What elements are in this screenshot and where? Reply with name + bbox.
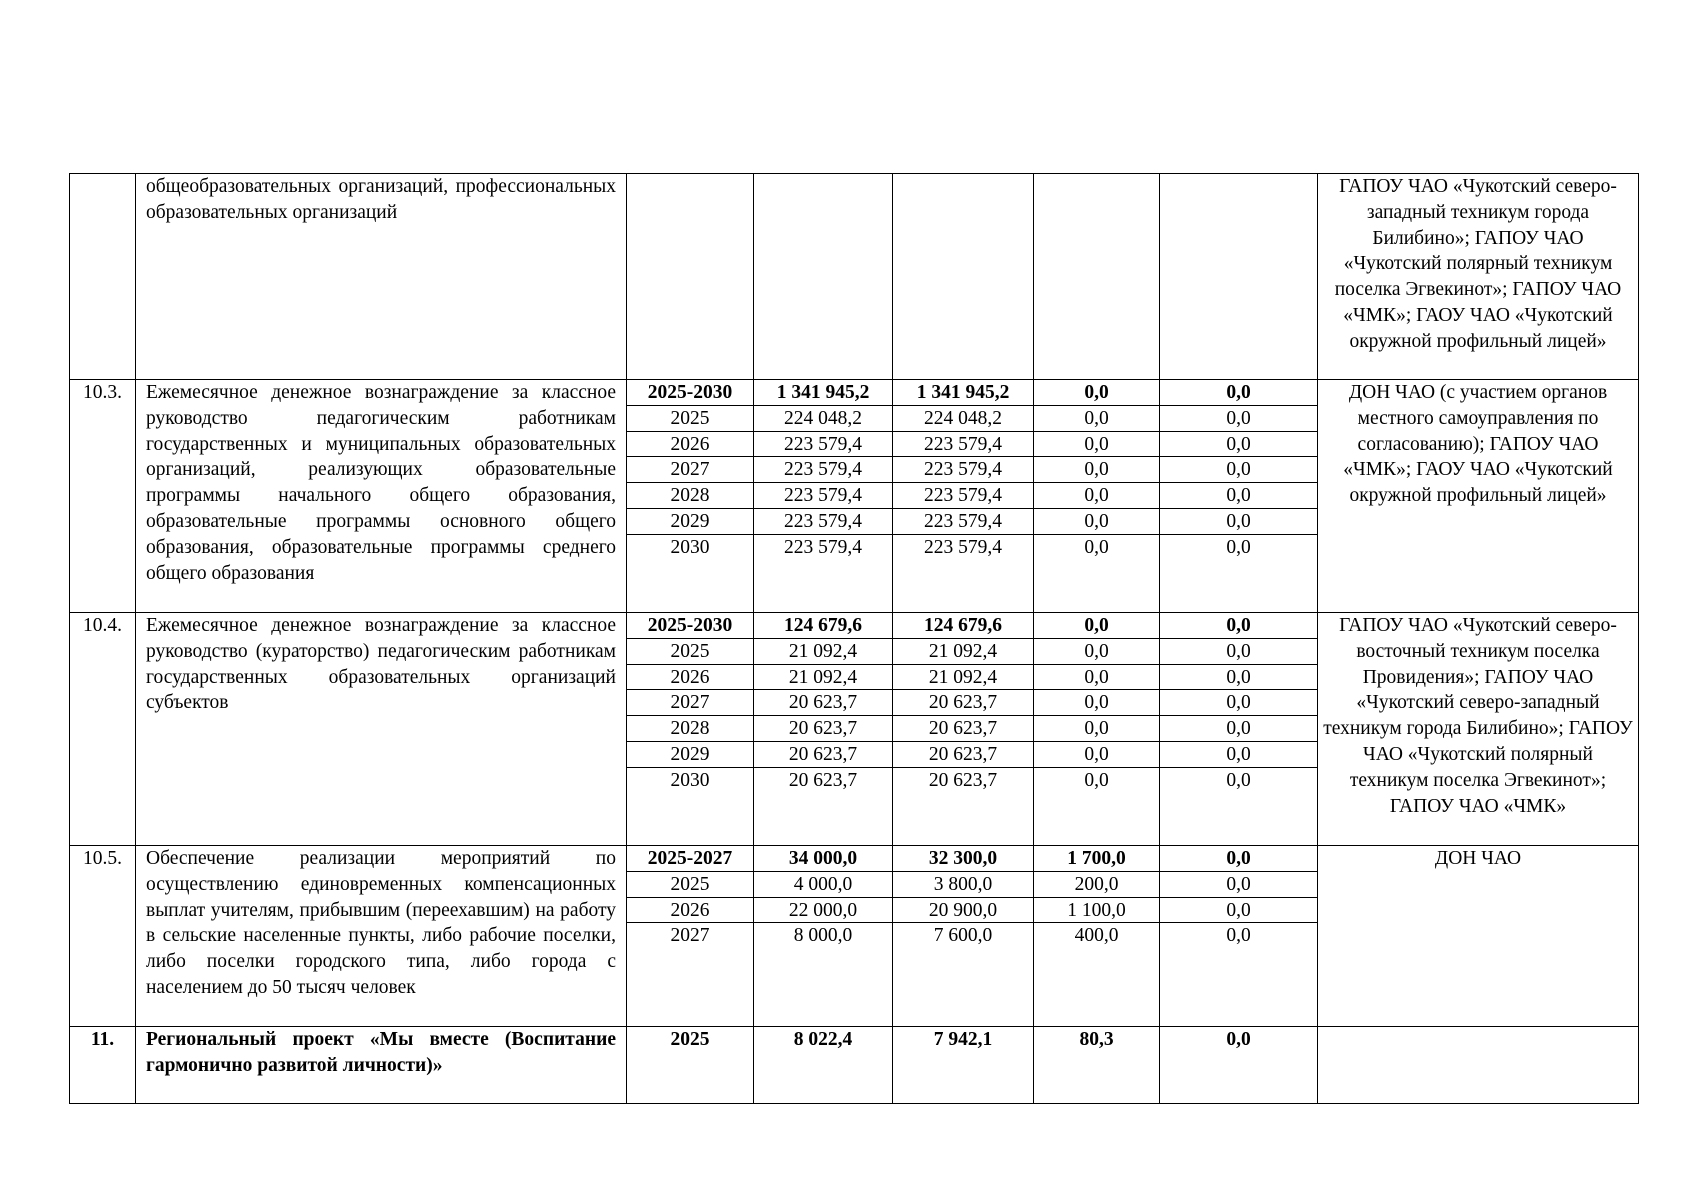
regional-value: 0,0: [1034, 432, 1159, 458]
total-list: [754, 1027, 892, 1053]
total-value: 34 000,0: [754, 846, 892, 872]
total-list: [754, 846, 892, 949]
regional-value: 0,0: [1034, 509, 1159, 535]
years-cell: [627, 846, 754, 1027]
year: 2029: [627, 509, 753, 535]
municipal-value: 0,0: [1160, 509, 1317, 535]
municipal-value: 0,0: [1160, 742, 1317, 768]
measure-name: Обеспечение реализации мероприятий по осуществлению единовременных компенсационных выплат учителям, прибывшим (переехавшим) на работу в сельские населенные пункты, либо рабочие поселки, либо поселки городского типа, либо города с населением до 50 тысяч человек: [136, 846, 627, 1027]
year: 2028: [627, 716, 753, 742]
total-cell: [754, 380, 893, 613]
table-row: [70, 846, 1639, 1027]
total-value: 20 623,7: [754, 716, 892, 742]
municipal-value: 0,0: [1160, 690, 1317, 716]
regional-value: 1 700,0: [1034, 846, 1159, 872]
regional-budget-cell: [1034, 380, 1160, 613]
total-value: 224 048,2: [754, 406, 892, 432]
federal-value: 20 623,7: [928, 769, 998, 791]
total-value: 223 579,4: [754, 457, 892, 483]
years-cell: [627, 174, 754, 380]
year: 2026: [627, 665, 753, 691]
federal-value: 223 579,4: [893, 483, 1033, 509]
measure-name: общеобразовательных организаций, профессиональных образовательных организаций: [136, 174, 627, 380]
total-list: [754, 380, 892, 561]
table-row: [70, 380, 1639, 613]
year: 2026: [627, 432, 753, 458]
years-list: [627, 846, 753, 949]
municipal-value: 0,0: [1160, 432, 1317, 458]
responsible-executor: ГАПОУ ЧАО «Чукотский северо-восточный техникум поселка Провидения»; ГАПОУ ЧАО «Чукотский северо-западный техникум города Билибино»; ГАПОУ ЧАО «Чукотский полярный техникум поселка Эгвекинот»; ГАПОУ ЧАО «ЧМК»: [1318, 613, 1639, 846]
year: 2027: [627, 690, 753, 716]
regional-value: 0,0: [1034, 406, 1159, 432]
table-row: [70, 174, 1639, 380]
regional-value: 0,0: [1034, 690, 1159, 716]
federal-budget-cell: [893, 380, 1034, 613]
total-cell: [754, 846, 893, 1027]
regional-value: 200,0: [1034, 872, 1159, 898]
year-period: 2025-2027: [627, 846, 753, 872]
municipal-value: 0,0: [1160, 380, 1317, 406]
federal-value: 223 579,4: [924, 536, 1002, 558]
year: 2029: [627, 742, 753, 768]
total-cell: [754, 174, 893, 380]
total-cell: [754, 613, 893, 846]
regional-value: 0,0: [1034, 716, 1159, 742]
regional-value: 0,0: [1034, 483, 1159, 509]
regional-value: 0,0: [1084, 536, 1109, 558]
year: 2027: [670, 925, 710, 947]
municipal-value: 0,0: [1160, 898, 1317, 924]
year: 2028: [627, 483, 753, 509]
years-list: [627, 613, 753, 794]
municipal-value: 0,0: [1226, 536, 1251, 558]
municipal-value: 0,0: [1160, 406, 1317, 432]
total-value: 20 623,7: [754, 742, 892, 768]
municipal-value: 0,0: [1160, 665, 1317, 691]
federal-value: 21 092,4: [893, 665, 1033, 691]
regional-value: 0,0: [1034, 639, 1159, 665]
regional-value: 1 100,0: [1034, 898, 1159, 924]
total-value: 8 022,4: [793, 1029, 853, 1050]
municipal-value: 0,0: [1226, 1029, 1251, 1050]
row-number: 10.3.: [70, 380, 136, 613]
municipal-budget-cell: [1160, 613, 1318, 846]
regional-list: [1034, 846, 1159, 949]
federal-value: 1 341 945,2: [893, 380, 1033, 406]
total-value: 223 579,4: [754, 509, 892, 535]
year: 2025: [670, 1029, 710, 1050]
year: 2025: [627, 406, 753, 432]
total-value: 223 579,4: [754, 432, 892, 458]
municipal-list: [1160, 1027, 1317, 1053]
total-value: 20 623,7: [754, 690, 892, 716]
federal-list: [893, 613, 1033, 794]
years-cell: [627, 380, 754, 613]
row-number: 10.5.: [70, 846, 136, 1027]
total-cell: [754, 1027, 893, 1104]
regional-value: 0,0: [1034, 380, 1159, 406]
total-value: 1 341 945,2: [754, 380, 892, 406]
municipal-budget-cell: [1160, 846, 1318, 1027]
row-number: 10.4.: [70, 613, 136, 846]
year: 2025: [627, 639, 753, 665]
table-row: [70, 613, 1639, 846]
total-value: 223 579,4: [784, 536, 862, 558]
total-value: 22 000,0: [754, 898, 892, 924]
municipal-value: 0,0: [1226, 769, 1251, 791]
measure-name: Региональный проект «Мы вместе (Воспитание гармонично развитой личности)»: [136, 1027, 627, 1104]
regional-budget-cell: [1034, 174, 1160, 380]
federal-value: 21 092,4: [893, 639, 1033, 665]
regional-value: 0,0: [1034, 665, 1159, 691]
federal-value: 3 800,0: [893, 872, 1033, 898]
municipal-value: 0,0: [1160, 846, 1317, 872]
year: 2026: [627, 898, 753, 924]
municipal-budget-cell: [1160, 380, 1318, 613]
measure-name: Ежемесячное денежное вознаграждение за классное руководство (кураторство) педагогическим работникам государственных образовательных организаций субъектов: [136, 613, 627, 846]
federal-budget-cell: [893, 1027, 1034, 1104]
total-value: 4 000,0: [754, 872, 892, 898]
regional-list: [1034, 613, 1159, 794]
regional-budget-cell: [1034, 846, 1160, 1027]
regional-value: 0,0: [1034, 742, 1159, 768]
total-value: 21 092,4: [754, 639, 892, 665]
responsible-executor: [1318, 1027, 1639, 1104]
years-list: [627, 380, 753, 561]
municipal-value: 0,0: [1160, 613, 1317, 639]
regional-value: 80,3: [1079, 1029, 1114, 1050]
table-row: [70, 1027, 1639, 1104]
federal-value: 224 048,2: [893, 406, 1033, 432]
years-list: [627, 1027, 753, 1053]
federal-list: [893, 846, 1033, 949]
year-period: 2025-2030: [627, 380, 753, 406]
federal-list: [893, 1027, 1033, 1053]
municipal-list: [1160, 613, 1317, 794]
federal-budget-cell: [893, 174, 1034, 380]
municipal-value: 0,0: [1160, 457, 1317, 483]
year: 2030: [670, 536, 710, 558]
municipal-budget-cell: [1160, 1027, 1318, 1104]
federal-value: 223 579,4: [893, 432, 1033, 458]
regional-list: [1034, 1027, 1159, 1053]
federal-value: 124 679,6: [893, 613, 1033, 639]
municipal-value: 0,0: [1160, 483, 1317, 509]
responsible-executor: ГАПОУ ЧАО «Чукотский северо-западный техникум города Билибино»; ГАПОУ ЧАО «Чукотский полярный техникум поселка Эгвекинот»; ГАПОУ ЧАО «ЧМК»; ГАОУ ЧАО «Чукотский окружной профильный лицей»: [1318, 174, 1639, 380]
years-cell: [627, 613, 754, 846]
responsible-executor: ДОН ЧАО (с участием органов местного самоуправления по согласованию); ГАПОУ ЧАО «ЧМК»; ГАОУ ЧАО «Чукотский окружной профильный лицей»: [1318, 380, 1639, 613]
responsible-executor: ДОН ЧАО: [1318, 846, 1639, 1027]
total-value: 8 000,0: [793, 925, 853, 947]
total-value: 21 092,4: [754, 665, 892, 691]
regional-budget-cell: [1034, 1027, 1160, 1104]
federal-budget-cell: [893, 846, 1034, 1027]
municipal-list: [1160, 380, 1317, 561]
program-table: [69, 173, 1639, 1104]
federal-value: 223 579,4: [893, 509, 1033, 535]
total-value: 20 623,7: [788, 769, 858, 791]
federal-value: 20 623,7: [893, 716, 1033, 742]
measure-name: Ежемесячное денежное вознаграждение за классное руководство педагогическим работникам государственных и муниципальных образовательных организаций, реализующих образовательные программы начального общего образования, образовательные программы основного общего образования, образовательные программы среднего общего образования: [136, 380, 627, 613]
total-list: [754, 613, 892, 794]
federal-value: 32 300,0: [893, 846, 1033, 872]
regional-value: 400,0: [1074, 925, 1119, 947]
federal-budget-cell: [893, 613, 1034, 846]
federal-value: 7 600,0: [933, 925, 993, 947]
municipal-value: 0,0: [1160, 872, 1317, 898]
regional-value: 0,0: [1034, 613, 1159, 639]
federal-list: [893, 380, 1033, 561]
regional-value: 0,0: [1034, 457, 1159, 483]
federal-value: 20 623,7: [893, 690, 1033, 716]
row-number: 11.: [70, 1027, 136, 1104]
municipal-value: 0,0: [1226, 925, 1251, 947]
federal-value: 20 900,0: [893, 898, 1033, 924]
federal-value: 7 942,1: [933, 1029, 993, 1050]
municipal-list: [1160, 846, 1317, 949]
row-number: [70, 174, 136, 380]
federal-value: 223 579,4: [893, 457, 1033, 483]
year: 2025: [627, 872, 753, 898]
municipal-value: 0,0: [1160, 716, 1317, 742]
municipal-value: 0,0: [1160, 639, 1317, 665]
year: 2030: [670, 769, 710, 791]
federal-value: 20 623,7: [893, 742, 1033, 768]
total-value: 124 679,6: [754, 613, 892, 639]
regional-value: 0,0: [1084, 769, 1109, 791]
municipal-budget-cell: [1160, 174, 1318, 380]
year: 2027: [627, 457, 753, 483]
regional-budget-cell: [1034, 613, 1160, 846]
year-period: 2025-2030: [627, 613, 753, 639]
regional-list: [1034, 380, 1159, 561]
years-cell: [627, 1027, 754, 1104]
total-value: 223 579,4: [754, 483, 892, 509]
